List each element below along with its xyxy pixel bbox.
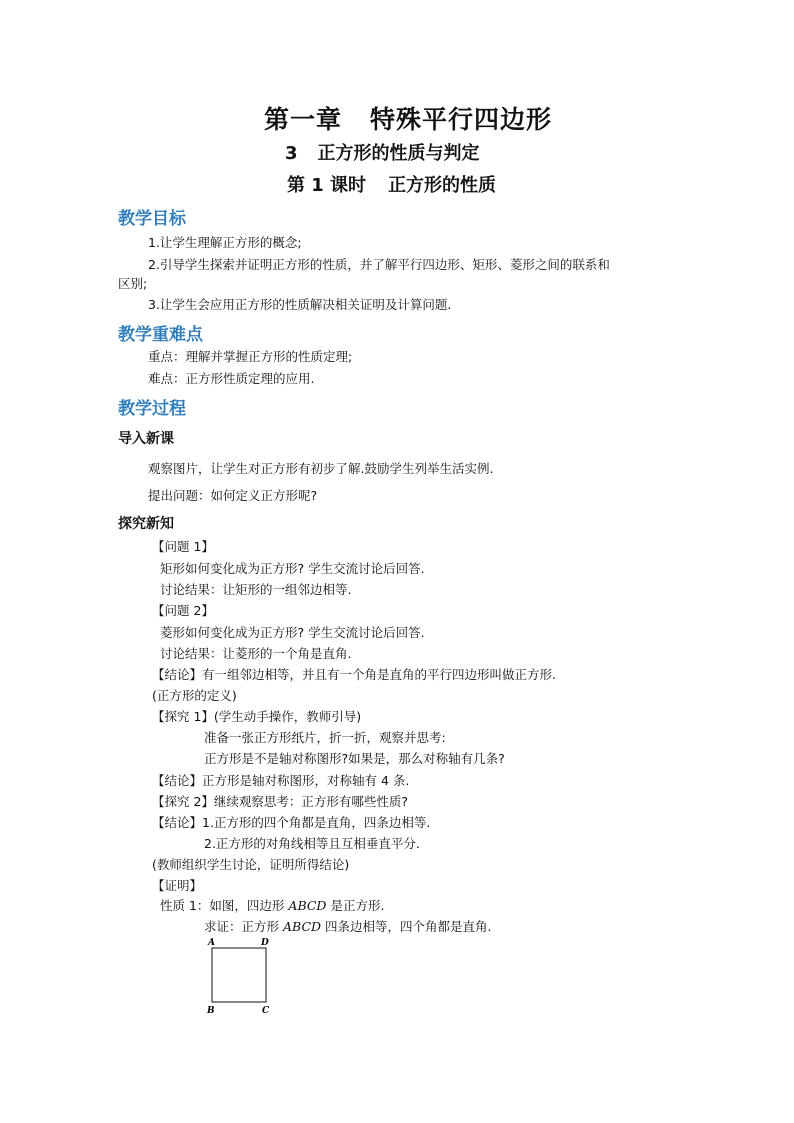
conclusion-symmetry: 【结论】正方形是轴对称图形，对称轴有 4 条. xyxy=(152,773,410,788)
question-2-label: 【问题 2】 xyxy=(152,603,214,618)
question-1-result: 讨论结果：让矩形的一组邻边相等. xyxy=(160,582,352,597)
explore-2-label: 【探究 2】继续观察思考：正方形有哪些性质? xyxy=(152,794,409,809)
chapter-number: 第一章 xyxy=(264,105,343,134)
goal-item: 区别; xyxy=(118,276,148,291)
goals-heading: 教学目标 xyxy=(118,209,186,229)
property-1-prefix: 性质 1：如图，四边形 xyxy=(160,898,285,913)
vertex-label-d: D xyxy=(261,938,269,948)
quad-variable: ABCD xyxy=(283,919,322,934)
property-1-suffix: 是正方形. xyxy=(330,898,385,913)
vertex-label-a: A xyxy=(208,938,215,948)
square-diagram xyxy=(204,936,280,1016)
goal-item: 2.引导学生探索并证明正方形的性质，并了解平行四边形、矩形、菱形之间的联系和 xyxy=(148,257,610,272)
question-1-label: 【问题 1】 xyxy=(152,539,214,554)
question-2-text: 菱形如何变化成为正方形? 学生交流讨论后回答. xyxy=(160,625,425,640)
lesson-name: 正方形的性质 xyxy=(388,175,497,196)
chapter-title xyxy=(264,100,552,136)
square-figure xyxy=(204,936,280,1016)
lesson-number: 第 1 课时 xyxy=(287,175,367,196)
question-1-text: 矩形如何变化成为正方形? 学生交流讨论后回答. xyxy=(160,561,425,576)
teacher-note: (教师组织学生讨论，证明所得结论) xyxy=(152,857,350,872)
quad-variable: ABCD xyxy=(288,898,327,913)
explore-heading: 探究新知 xyxy=(118,516,174,532)
explore-1-question: 正方形是不是轴对称图形?如果是，那么对称轴有几条? xyxy=(204,751,505,766)
key-point-difficulty: 难点：正方形性质定理的应用. xyxy=(148,371,315,386)
goal-item: 3.让学生会应用正方形的性质解决相关证明及计算问题. xyxy=(148,297,452,312)
explore-1-task: 准备一张正方形纸片，折一折，观察并思考: xyxy=(204,730,446,745)
vertex-label-b: B xyxy=(207,1006,215,1016)
conclusion-properties-1: 【结论】1.正方形的四个角都是直角，四条边相等. xyxy=(152,815,431,830)
conclusion-definition: 【结论】有一组邻边相等，并且有一个角是直角的平行四边形叫做正方形. xyxy=(152,667,556,682)
explore-1-label: 【探究 1】(学生动手操作，教师引导) xyxy=(152,709,362,724)
goal-item: 1.让学生理解正方形的概念; xyxy=(148,235,302,250)
prove-suffix: 四条边相等，四个角都是直角. xyxy=(325,919,492,934)
key-points-heading: 教学重难点 xyxy=(118,325,203,345)
section-number: 3 xyxy=(285,143,298,164)
prove-prefix: 求证：正方形 xyxy=(204,919,280,934)
prove-statement xyxy=(204,917,492,935)
conclusion-properties-2: 2.正方形的对角线相等且互相垂直平分. xyxy=(204,836,420,851)
intro-line: 观察图片，让学生对正方形有初步了解.鼓励学生列举生活实例. xyxy=(148,461,494,476)
square-shape xyxy=(212,948,266,1002)
lesson-title xyxy=(287,171,496,197)
section-title xyxy=(285,139,480,165)
process-heading: 教学过程 xyxy=(118,399,186,419)
definition-note: (正方形的定义) xyxy=(152,688,237,703)
intro-heading: 导入新课 xyxy=(118,431,174,447)
intro-line: 提出问题：如何定义正方形呢? xyxy=(148,488,318,503)
property-1-statement xyxy=(160,896,384,914)
question-2-result: 讨论结果：让菱形的一个角是直角. xyxy=(160,646,352,661)
section-name: 正方形的性质与判定 xyxy=(317,143,480,164)
chapter-name: 特殊平行四边形 xyxy=(370,105,553,134)
proof-label: 【证明】 xyxy=(152,878,203,893)
key-point-focus: 重点：理解并掌握正方形的性质定理; xyxy=(148,349,353,364)
vertex-label-c: C xyxy=(262,1006,270,1016)
